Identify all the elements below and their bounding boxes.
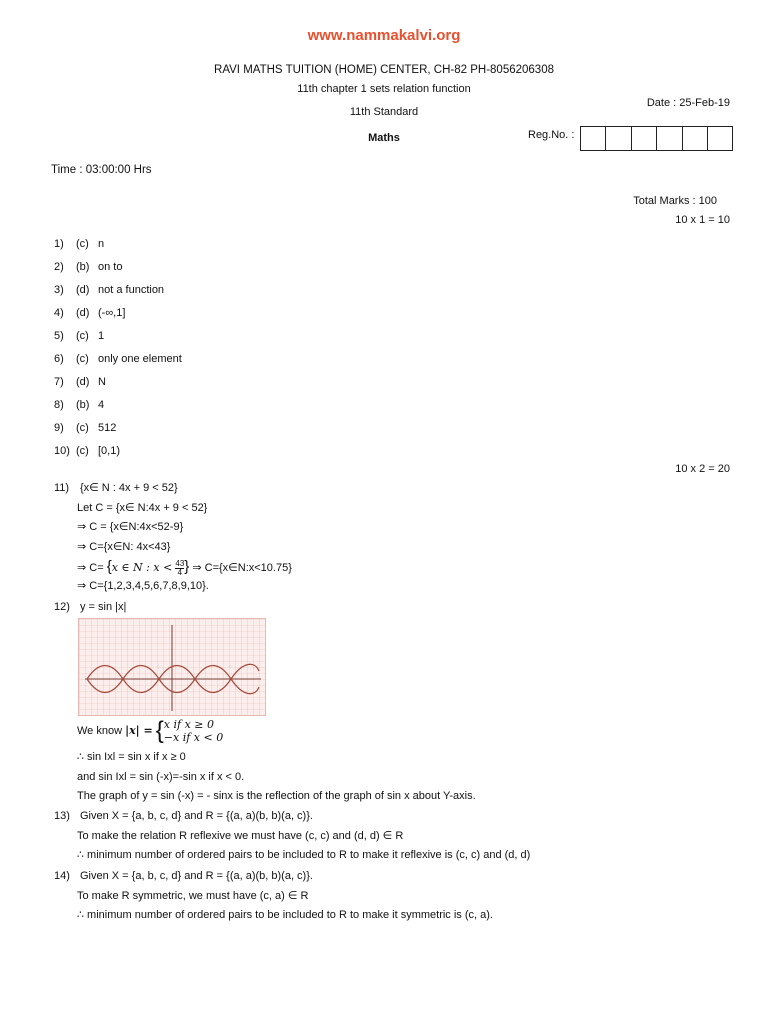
- question-number: 12): [54, 601, 70, 613]
- total-marks: Total Marks : 100: [633, 195, 717, 207]
- question-number: 14): [54, 870, 70, 882]
- answer-option: (d): [76, 306, 90, 319]
- list-item: [54, 278, 454, 301]
- question-number: 13): [54, 810, 70, 822]
- solution-line: The graph of y = sin (-x) = - sinx is the reflection of the graph of sin x about Y-axis.: [77, 790, 476, 802]
- solution-line: [54, 557, 292, 577]
- answer-text: not a function: [98, 283, 165, 296]
- solution-line: ⇒ C = {x∈N:4x<52-9}: [77, 521, 184, 533]
- question-title: Given X = {a, b, c, d} and R = {(a, a)(b, b)(a, c)}.: [80, 870, 313, 882]
- answer-option: (b): [76, 260, 90, 273]
- list-item: [54, 347, 454, 370]
- cases-brace: {: [155, 717, 164, 745]
- exam-time: Time : 03:00:00 Hrs: [51, 164, 152, 176]
- question-number: 1): [54, 237, 64, 250]
- question-number: 7): [54, 376, 64, 389]
- reg-box: [707, 127, 732, 150]
- answer-text: n: [98, 237, 105, 250]
- solution-line: ∴ sin Ixl = sin x if x ≥ 0: [77, 751, 186, 763]
- question-12-solution: [54, 714, 476, 807]
- fraction-denominator: 4: [177, 567, 183, 577]
- question-number: 8): [54, 399, 64, 412]
- website-url: www.nammakalvi.org: [307, 27, 461, 44]
- subject-title: Maths: [368, 132, 400, 144]
- answer-option: (c): [76, 353, 89, 366]
- answer-text: [0,1): [98, 445, 121, 458]
- answer-text: on to: [98, 260, 123, 273]
- question-number: 5): [54, 329, 64, 342]
- question-number: 3): [54, 283, 64, 296]
- question-number: 11): [54, 482, 70, 494]
- question-12: [54, 598, 126, 618]
- case-line: −x if x < 0: [163, 731, 224, 745]
- answer-text: only one element: [98, 353, 182, 366]
- solution-line: To make the relation R reflexive we must have (c, c) and (d, d) ∈ R: [77, 829, 404, 842]
- case-line: x if x ≥ 0: [163, 718, 214, 732]
- question-14: [54, 867, 493, 926]
- list-item: [54, 371, 454, 394]
- answer-option: (d): [76, 376, 90, 389]
- fraction-numerator: 43: [175, 558, 185, 568]
- standard-label: 11th Standard: [349, 106, 419, 118]
- question-number: 4): [54, 306, 64, 319]
- chapter-title: 11th chapter 1 sets relation function: [297, 83, 471, 95]
- section1-marks: 10 x 1 = 10: [675, 214, 730, 226]
- solution-text: ⇒ C=: [77, 562, 104, 574]
- solution-line: ∴ minimum number of ordered pairs to be included to R to make it reflexive is (c, c) and (d, d): [77, 849, 531, 861]
- answer-text: N: [98, 376, 106, 389]
- question-11: [54, 479, 292, 596]
- list-item: [54, 417, 454, 440]
- set-brace: }: [184, 558, 190, 575]
- solution-line: [54, 714, 476, 748]
- answer-option: (c): [76, 422, 89, 435]
- reg-no-label: Reg.No. :: [528, 129, 575, 141]
- solution-line: To make R symmetric, we must have (c, a) ∈ R: [77, 889, 309, 902]
- answer-option: (c): [76, 237, 89, 250]
- solution-text: ⇒ C={x∈N:x<10.75}: [192, 562, 292, 574]
- answer-text: (-∞,1]: [98, 306, 126, 319]
- list-item: [54, 232, 454, 255]
- question-number: 10): [54, 445, 70, 458]
- solution-line: Let C = {x∈ N:4x + 9 < 52}: [77, 501, 208, 514]
- mcq-answer-list: [54, 232, 454, 463]
- reg-box: [682, 127, 707, 150]
- question-number: 6): [54, 353, 64, 366]
- sine-graph-image: [78, 618, 266, 716]
- question-title: Given X = {a, b, c, d} and R = {(a, a)(b, b)(a, c)}.: [80, 810, 313, 822]
- question-title: y = sin |x|: [80, 601, 127, 613]
- set-condition: x ∈ N : x <: [111, 561, 173, 574]
- solution-text: We know: [77, 725, 123, 737]
- question-number: 9): [54, 422, 64, 435]
- question-13: [54, 807, 530, 866]
- answer-text: 4: [98, 399, 105, 412]
- answer-option: (c): [76, 329, 89, 342]
- answer-text: 512: [98, 422, 117, 435]
- list-item: [54, 301, 454, 324]
- section2-marks: 10 x 2 = 20: [675, 463, 730, 475]
- question-number: 2): [54, 260, 64, 273]
- graph-svg: [79, 619, 265, 715]
- abs-expression: |x| =: [125, 724, 153, 737]
- solution-line: ⇒ C={1,2,3,4,5,6,7,8,9,10}.: [77, 579, 209, 592]
- question-title: {x∈ N : 4x + 9 < 52}: [80, 482, 178, 494]
- answer-option: (b): [76, 399, 90, 412]
- list-item: [54, 440, 454, 463]
- exam-date: Date : 25-Feb-19: [646, 97, 730, 109]
- solution-line: ⇒ C={x∈N: 4x<43}: [77, 540, 171, 553]
- answer-text: 1: [98, 329, 105, 342]
- reg-box: [605, 127, 630, 150]
- answer-option: (c): [76, 445, 89, 458]
- solution-line: ∴ minimum number of ordered pairs to be included to R to make it symmetric is (c, a).: [77, 909, 493, 921]
- solution-line: and sin Ixl = sin (-x)=-sin x if x < 0.: [77, 770, 245, 783]
- piecewise-cases: [164, 718, 223, 744]
- list-item: [54, 394, 454, 417]
- answer-option: (d): [76, 283, 90, 296]
- center-name: RAVI MATHS TUITION (HOME) CENTER, CH-82 PH-8056206308: [214, 64, 554, 76]
- fraction: [175, 560, 184, 577]
- set-brace: {: [106, 558, 112, 575]
- list-item: [54, 324, 454, 347]
- reg-box: [631, 127, 656, 150]
- reg-box: [581, 127, 605, 150]
- list-item: [54, 255, 454, 278]
- reg-no-boxes: [580, 126, 733, 151]
- reg-box: [656, 127, 681, 150]
